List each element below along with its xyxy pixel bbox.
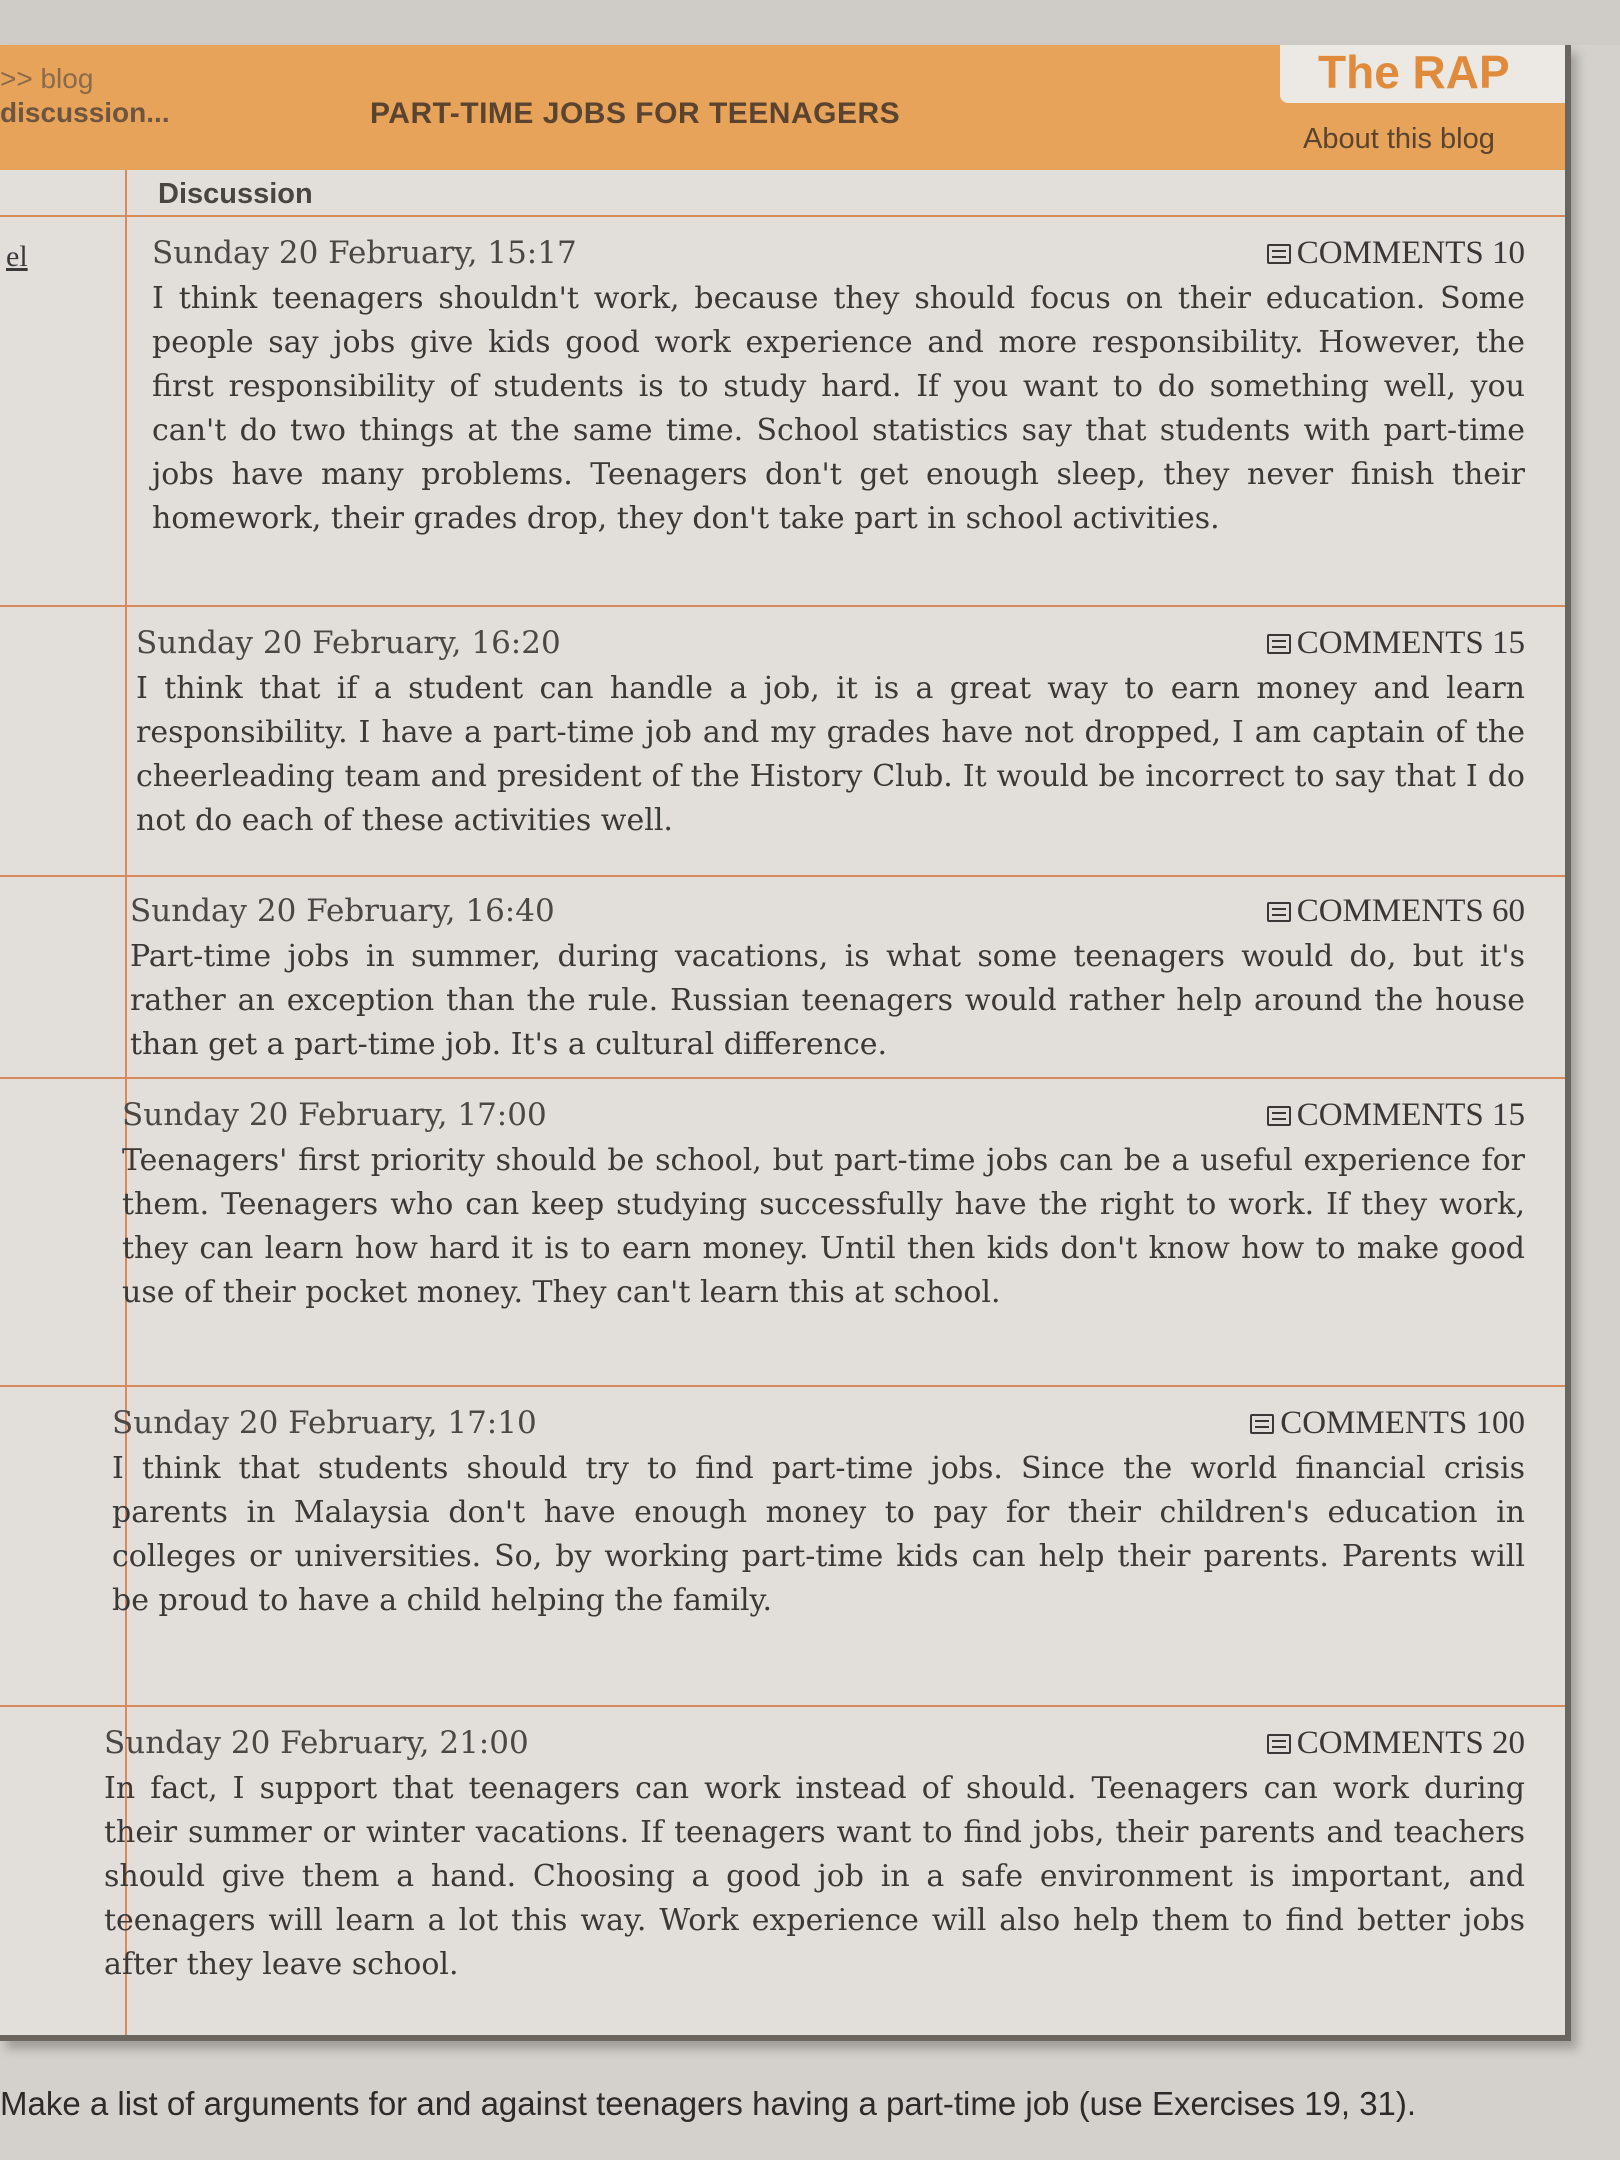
comments-link[interactable] [1250,1405,1525,1442]
post-date: Sunday 20 February, 17:00 [122,1097,547,1133]
comment-icon [1267,244,1291,264]
post-text: In fact, I support that teenagers can work instead of should. Teenagers can work during their summer or winter vacations. If teenagers want to find jobs, their parents and teachers should give them a hand. Choosing a good job in a safe environment is important, and teenagers will learn a lot this way. Work experience will also help them to find better jobs after they leave school. [104,1771,1525,1982]
brand-logo: The RAP [1318,46,1510,98]
post-5 [112,1405,1525,1665]
comments-count: COMMENTS 100 [1280,1405,1525,1441]
post-date: Sunday 20 February, 16:20 [136,625,561,661]
comment-icon [1250,1414,1274,1434]
row-divider [0,1385,1565,1387]
left-column-text: el [6,240,28,273]
post-text: I think that students should try to find part-time jobs. Since the world financial crisis parents in Malaysia don't have enough money to pay for their children's education in colleges or universities. So, by working part-time kids can help their parents. Parents will be proud to have a child helping the family. [112,1451,1525,1618]
page-background [0,0,1620,45]
post-3 [130,893,1525,1063]
comments-link[interactable] [1267,625,1525,662]
post-text: Teenagers' first priority should be school, but part-time jobs can be a useful experience for them. Teenagers who can keep studying successfully have the right to work. If they work, they can learn how hard it is to earn money. Until then kids don't know how to make good use of their pocket money. They can't learn this at school. [122,1143,1525,1310]
about-blog-link[interactable]: About this blog [1303,123,1495,155]
breadcrumb-sub[interactable]: discussion... [0,97,170,128]
post-1 [152,235,1525,635]
row-divider [0,875,1565,877]
comments-count: COMMENTS 15 [1296,625,1525,661]
comment-icon [1267,634,1291,654]
comments-link[interactable] [1267,1725,1525,1762]
comments-count: COMMENTS 60 [1296,893,1525,929]
post-text: Part-time jobs in summer, during vacations, is what some teenagers would do, but it's rather an exception than the rule. Russian teenagers would rather help around the house than get a part-time job. It's a cultural difference. [130,939,1525,1062]
breadcrumb-link[interactable]: >> blog [0,63,94,94]
comment-icon [1267,902,1291,922]
blog-title: PART-TIME JOBS FOR TEENAGERS [370,97,901,130]
comments-count: COMMENTS 20 [1296,1725,1525,1761]
post-text: I think that if a student can handle a job, it is a great way to earn money and learn responsibility. I have a part-time job and my grades have not dropped, I am captain of the cheerleading team and president of the History Club. It would be incorrect to say that I do not do each of these activities well. [136,671,1525,838]
comment-icon [1267,1734,1291,1754]
comments-count: COMMENTS 15 [1296,1097,1525,1133]
post-date: Sunday 20 February, 17:10 [112,1405,537,1441]
post-2 [136,625,1525,875]
comment-icon [1267,1106,1291,1126]
exercise-instruction: Make a list of arguments for and against teenagers having a part-time job (use Exercises 19, 31). [0,2085,1417,2122]
post-date: Sunday 20 February, 15:17 [152,235,577,271]
post-date: Sunday 20 February, 16:40 [130,893,555,929]
comments-link[interactable] [1267,893,1525,930]
comments-link[interactable] [1267,1097,1525,1134]
post-date: Sunday 20 February, 21:00 [104,1725,529,1761]
post-text: I think teenagers shouldn't work, because they should focus on their education. Some people say jobs give kids good work experience and more responsibility. However, the first responsibility of students is to study hard. If you want to do something well, you can't do two things at the same time. School statistics say that students with part-time jobs have many problems. Teenagers don't get enough sleep, they never finish their homework, their grades drop, they don't take part in school activities. [152,281,1525,536]
comments-count: COMMENTS 10 [1296,235,1525,271]
post-4 [122,1097,1525,1357]
blog-panel [0,45,1571,2041]
column-header-discussion: Discussion [158,178,313,210]
row-divider [0,1077,1565,1079]
row-divider [0,215,1565,217]
comments-link[interactable] [1267,235,1525,272]
row-divider [0,1705,1565,1707]
row-divider [0,605,1565,607]
post-6 [104,1725,1525,2025]
